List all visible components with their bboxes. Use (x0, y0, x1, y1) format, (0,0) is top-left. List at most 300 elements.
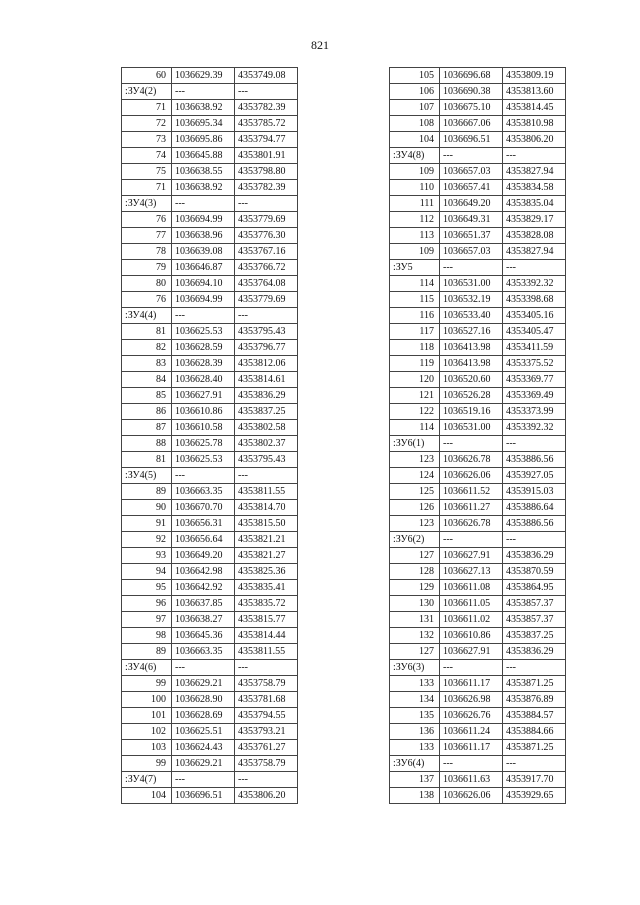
page-number: 821 (311, 38, 329, 52)
x-coordinate-cell: 1036629.39 (172, 68, 235, 84)
point-number-cell: 71 (122, 180, 172, 196)
point-number-cell: 124 (390, 468, 440, 484)
point-number-cell: 72 (122, 116, 172, 132)
point-number-cell: 135 (390, 708, 440, 724)
x-coordinate-cell: 1036413.98 (440, 340, 503, 356)
y-coordinate-cell: 4353871.25 (503, 676, 566, 692)
x-coordinate-cell: --- (172, 660, 235, 676)
x-coordinate-cell: --- (172, 84, 235, 100)
point-number-cell: 125 (390, 484, 440, 500)
x-coordinate-cell: 1036667.06 (440, 116, 503, 132)
y-coordinate-cell: 4353814.45 (503, 100, 566, 116)
point-number-cell: 109 (390, 164, 440, 180)
point-number-cell: 137 (390, 772, 440, 788)
y-coordinate-cell: --- (503, 756, 566, 772)
parcel-header-row (122, 660, 298, 676)
x-coordinate-cell: 1036695.34 (172, 116, 235, 132)
table-row (122, 692, 298, 708)
point-number-cell: 83 (122, 356, 172, 372)
y-coordinate-cell: 4353836.29 (503, 644, 566, 660)
table-row (122, 100, 298, 116)
point-number-cell: 71 (122, 100, 172, 116)
table-row (122, 148, 298, 164)
point-number-cell: 112 (390, 212, 440, 228)
y-coordinate-cell: 4353871.25 (503, 740, 566, 756)
table-row (390, 500, 566, 516)
table-row (122, 548, 298, 564)
table-row (122, 212, 298, 228)
point-number-cell: 78 (122, 244, 172, 260)
table-row (122, 244, 298, 260)
y-coordinate-cell: 4353829.17 (503, 212, 566, 228)
x-coordinate-cell: 1036533.40 (440, 308, 503, 324)
x-coordinate-cell: 1036611.17 (440, 740, 503, 756)
coordinates-table-left (121, 67, 298, 804)
point-number-cell: 99 (122, 676, 172, 692)
table-row (122, 292, 298, 308)
y-coordinate-cell: 4353836.29 (235, 388, 298, 404)
x-coordinate-cell: 1036696.51 (440, 132, 503, 148)
y-coordinate-cell: 4353837.25 (235, 404, 298, 420)
point-number-cell: 74 (122, 148, 172, 164)
x-coordinate-cell: 1036629.21 (172, 676, 235, 692)
x-coordinate-cell: 1036695.86 (172, 132, 235, 148)
point-number-cell: 119 (390, 356, 440, 372)
y-coordinate-cell: --- (235, 772, 298, 788)
y-coordinate-cell: 4353761.27 (235, 740, 298, 756)
table-row (390, 484, 566, 500)
y-coordinate-cell: --- (503, 260, 566, 276)
y-coordinate-cell: 4353870.59 (503, 564, 566, 580)
point-number-cell: 94 (122, 564, 172, 580)
table-row (122, 356, 298, 372)
point-number-cell: 98 (122, 628, 172, 644)
point-number-cell: 104 (390, 132, 440, 148)
point-number-cell: 101 (122, 708, 172, 724)
point-number-cell: 115 (390, 292, 440, 308)
x-coordinate-cell: 1036657.03 (440, 244, 503, 260)
y-coordinate-cell: 4353782.39 (235, 180, 298, 196)
x-coordinate-cell: 1036611.63 (440, 772, 503, 788)
parcel-header-row (122, 468, 298, 484)
y-coordinate-cell: 4353766.72 (235, 260, 298, 276)
point-number-cell: :ЗУ6(4) (390, 756, 440, 772)
parcel-header-row (390, 260, 566, 276)
point-number-cell: 81 (122, 324, 172, 340)
y-coordinate-cell: 4353802.58 (235, 420, 298, 436)
y-coordinate-cell: 4353794.77 (235, 132, 298, 148)
point-number-cell: :ЗУ6(3) (390, 660, 440, 676)
x-coordinate-cell: 1036611.02 (440, 612, 503, 628)
parcel-header-row (122, 84, 298, 100)
x-coordinate-cell: 1036520.60 (440, 372, 503, 388)
point-number-cell: :ЗУ6(1) (390, 436, 440, 452)
y-coordinate-cell: 4353857.37 (503, 612, 566, 628)
y-coordinate-cell: --- (235, 660, 298, 676)
point-number-cell: :ЗУ5 (390, 260, 440, 276)
x-coordinate-cell: 1036663.35 (172, 644, 235, 660)
point-number-cell: 105 (390, 68, 440, 84)
table-row (122, 228, 298, 244)
y-coordinate-cell: 4353915.03 (503, 484, 566, 500)
table-row (390, 692, 566, 708)
table-row (390, 724, 566, 740)
y-coordinate-cell: 4353758.79 (235, 676, 298, 692)
y-coordinate-cell: 4353814.61 (235, 372, 298, 388)
x-coordinate-cell: 1036531.00 (440, 276, 503, 292)
x-coordinate-cell: 1036656.64 (172, 532, 235, 548)
point-number-cell: 109 (390, 244, 440, 260)
point-number-cell: 97 (122, 612, 172, 628)
point-number-cell: 123 (390, 452, 440, 468)
point-number-cell: 80 (122, 276, 172, 292)
y-coordinate-cell: 4353884.57 (503, 708, 566, 724)
table-row (122, 612, 298, 628)
y-coordinate-cell: 4353785.72 (235, 116, 298, 132)
y-coordinate-cell: 4353801.91 (235, 148, 298, 164)
table-row (122, 676, 298, 692)
y-coordinate-cell: 4353884.66 (503, 724, 566, 740)
x-coordinate-cell: 1036626.06 (440, 788, 503, 804)
x-coordinate-cell: 1036627.13 (440, 564, 503, 580)
table-row (390, 68, 566, 84)
x-coordinate-cell: 1036690.38 (440, 84, 503, 100)
point-number-cell: 132 (390, 628, 440, 644)
x-coordinate-cell: 1036610.86 (440, 628, 503, 644)
x-coordinate-cell: 1036526.28 (440, 388, 503, 404)
y-coordinate-cell: 4353812.06 (235, 356, 298, 372)
parcel-header-row (390, 148, 566, 164)
x-coordinate-cell: 1036642.92 (172, 580, 235, 596)
table-row (122, 164, 298, 180)
y-coordinate-cell: 4353835.72 (235, 596, 298, 612)
x-coordinate-cell: 1036663.35 (172, 484, 235, 500)
point-number-cell: 123 (390, 516, 440, 532)
point-number-cell: 91 (122, 516, 172, 532)
table-row (390, 164, 566, 180)
x-coordinate-cell: 1036628.69 (172, 708, 235, 724)
point-number-cell: :ЗУ4(5) (122, 468, 172, 484)
x-coordinate-cell: --- (440, 660, 503, 676)
parcel-header-row (122, 196, 298, 212)
table-row (122, 724, 298, 740)
x-coordinate-cell: 1036657.41 (440, 180, 503, 196)
y-coordinate-cell: --- (503, 660, 566, 676)
point-number-cell: 99 (122, 756, 172, 772)
table-row (390, 708, 566, 724)
y-coordinate-cell: --- (503, 148, 566, 164)
y-coordinate-cell: 4353767.16 (235, 244, 298, 260)
point-number-cell: 93 (122, 548, 172, 564)
x-coordinate-cell: 1036651.37 (440, 228, 503, 244)
y-coordinate-cell: 4353828.08 (503, 228, 566, 244)
y-coordinate-cell: 4353758.79 (235, 756, 298, 772)
point-number-cell: 118 (390, 340, 440, 356)
table-row (122, 420, 298, 436)
x-coordinate-cell: 1036694.10 (172, 276, 235, 292)
point-number-cell: 87 (122, 420, 172, 436)
table-row (122, 372, 298, 388)
x-coordinate-cell: 1036413.98 (440, 356, 503, 372)
point-number-cell: 136 (390, 724, 440, 740)
x-coordinate-cell: 1036694.99 (172, 292, 235, 308)
y-coordinate-cell: 4353795.43 (235, 452, 298, 468)
x-coordinate-cell: 1036625.53 (172, 452, 235, 468)
parcel-header-row (390, 660, 566, 676)
x-coordinate-cell: 1036637.85 (172, 596, 235, 612)
y-coordinate-cell: --- (503, 532, 566, 548)
table-row (390, 84, 566, 100)
y-coordinate-cell: 4353398.68 (503, 292, 566, 308)
y-coordinate-cell: 4353834.58 (503, 180, 566, 196)
x-coordinate-cell: 1036694.99 (172, 212, 235, 228)
x-coordinate-cell: 1036638.92 (172, 100, 235, 116)
table-row (122, 404, 298, 420)
y-coordinate-cell: 4353369.77 (503, 372, 566, 388)
y-coordinate-cell: 4353835.04 (503, 196, 566, 212)
y-coordinate-cell: 4353809.19 (503, 68, 566, 84)
table-row (122, 500, 298, 516)
x-coordinate-cell: 1036532.19 (440, 292, 503, 308)
point-number-cell: :ЗУ6(2) (390, 532, 440, 548)
point-number-cell: 129 (390, 580, 440, 596)
parcel-header-row (122, 308, 298, 324)
x-coordinate-cell: 1036638.27 (172, 612, 235, 628)
x-coordinate-cell: --- (172, 772, 235, 788)
point-number-cell: 88 (122, 436, 172, 452)
y-coordinate-cell: 4353405.16 (503, 308, 566, 324)
y-coordinate-cell: --- (235, 308, 298, 324)
y-coordinate-cell: 4353811.55 (235, 644, 298, 660)
point-number-cell: 116 (390, 308, 440, 324)
x-coordinate-cell: 1036611.08 (440, 580, 503, 596)
table-row (390, 308, 566, 324)
x-coordinate-cell: 1036628.59 (172, 340, 235, 356)
y-coordinate-cell: 4353827.94 (503, 244, 566, 260)
table-row (390, 548, 566, 564)
point-number-cell: :ЗУ4(7) (122, 772, 172, 788)
table-row (390, 132, 566, 148)
y-coordinate-cell: 4353806.20 (235, 788, 298, 804)
x-coordinate-cell: 1036519.16 (440, 404, 503, 420)
point-number-cell: 90 (122, 500, 172, 516)
y-coordinate-cell: 4353795.43 (235, 324, 298, 340)
point-number-cell: 113 (390, 228, 440, 244)
y-coordinate-cell: 4353369.49 (503, 388, 566, 404)
y-coordinate-cell: 4353927.05 (503, 468, 566, 484)
point-number-cell: 133 (390, 676, 440, 692)
table-row (122, 740, 298, 756)
point-number-cell: 96 (122, 596, 172, 612)
y-coordinate-cell: 4353815.50 (235, 516, 298, 532)
point-number-cell: 107 (390, 100, 440, 116)
x-coordinate-cell: 1036638.96 (172, 228, 235, 244)
point-number-cell: 111 (390, 196, 440, 212)
point-number-cell: 133 (390, 740, 440, 756)
point-number-cell: :ЗУ4(4) (122, 308, 172, 324)
point-number-cell: 84 (122, 372, 172, 388)
x-coordinate-cell: 1036626.98 (440, 692, 503, 708)
table-row (390, 452, 566, 468)
table-row (122, 180, 298, 196)
table-row (122, 580, 298, 596)
point-number-cell: 100 (122, 692, 172, 708)
y-coordinate-cell: 4353782.39 (235, 100, 298, 116)
x-coordinate-cell: 1036645.36 (172, 628, 235, 644)
point-number-cell: 85 (122, 388, 172, 404)
point-number-cell: 120 (390, 372, 440, 388)
table-row (122, 644, 298, 660)
y-coordinate-cell: 4353796.77 (235, 340, 298, 356)
x-coordinate-cell: --- (440, 436, 503, 452)
y-coordinate-cell: 4353781.68 (235, 692, 298, 708)
point-number-cell: 128 (390, 564, 440, 580)
point-number-cell: 76 (122, 212, 172, 228)
y-coordinate-cell: 4353886.56 (503, 516, 566, 532)
y-coordinate-cell: 4353835.41 (235, 580, 298, 596)
table-row (122, 564, 298, 580)
table-row (122, 532, 298, 548)
point-number-cell: 89 (122, 644, 172, 660)
y-coordinate-cell: 4353814.44 (235, 628, 298, 644)
table-row (390, 116, 566, 132)
table-row (122, 708, 298, 724)
table-row (390, 644, 566, 660)
table-row (122, 516, 298, 532)
x-coordinate-cell: 1036628.39 (172, 356, 235, 372)
table-row (122, 132, 298, 148)
table-row (122, 436, 298, 452)
x-coordinate-cell: 1036625.51 (172, 724, 235, 740)
y-coordinate-cell: 4353794.55 (235, 708, 298, 724)
table-row (390, 212, 566, 228)
y-coordinate-cell: 4353827.94 (503, 164, 566, 180)
x-coordinate-cell: 1036610.86 (172, 404, 235, 420)
x-coordinate-cell: 1036642.98 (172, 564, 235, 580)
y-coordinate-cell: 4353917.70 (503, 772, 566, 788)
table-row (390, 676, 566, 692)
y-coordinate-cell: 4353392.32 (503, 276, 566, 292)
point-number-cell: 77 (122, 228, 172, 244)
x-coordinate-cell: --- (172, 196, 235, 212)
y-coordinate-cell: 4353373.99 (503, 404, 566, 420)
x-coordinate-cell: 1036656.31 (172, 516, 235, 532)
table-row (122, 324, 298, 340)
x-coordinate-cell: 1036628.90 (172, 692, 235, 708)
point-number-cell: 126 (390, 500, 440, 516)
point-number-cell: 75 (122, 164, 172, 180)
y-coordinate-cell: 4353749.08 (235, 68, 298, 84)
point-number-cell: 114 (390, 420, 440, 436)
y-coordinate-cell: 4353764.08 (235, 276, 298, 292)
table-row (390, 516, 566, 532)
point-number-cell: :ЗУ4(6) (122, 660, 172, 676)
table-row (122, 484, 298, 500)
table-row (390, 100, 566, 116)
table-row (390, 404, 566, 420)
point-number-cell: 92 (122, 532, 172, 548)
y-coordinate-cell: 4353837.25 (503, 628, 566, 644)
table-row (390, 468, 566, 484)
y-coordinate-cell: 4353811.55 (235, 484, 298, 500)
x-coordinate-cell: 1036639.08 (172, 244, 235, 260)
point-number-cell: 73 (122, 132, 172, 148)
point-number-cell: 121 (390, 388, 440, 404)
x-coordinate-cell: 1036611.17 (440, 676, 503, 692)
y-coordinate-cell: 4353836.29 (503, 548, 566, 564)
x-coordinate-cell: 1036625.53 (172, 324, 235, 340)
y-coordinate-cell: 4353802.37 (235, 436, 298, 452)
point-number-cell: 117 (390, 324, 440, 340)
x-coordinate-cell: 1036670.70 (172, 500, 235, 516)
table-row (390, 244, 566, 260)
y-coordinate-cell: --- (503, 436, 566, 452)
y-coordinate-cell: 4353813.60 (503, 84, 566, 100)
x-coordinate-cell: 1036531.00 (440, 420, 503, 436)
x-coordinate-cell: --- (172, 468, 235, 484)
x-coordinate-cell: --- (440, 260, 503, 276)
x-coordinate-cell: 1036657.03 (440, 164, 503, 180)
coordinates-table-right (389, 67, 566, 804)
table-row (122, 260, 298, 276)
point-number-cell: 79 (122, 260, 172, 276)
point-number-cell: 102 (122, 724, 172, 740)
y-coordinate-cell: 4353821.27 (235, 548, 298, 564)
table-row (390, 324, 566, 340)
y-coordinate-cell: 4353815.77 (235, 612, 298, 628)
y-coordinate-cell: 4353779.69 (235, 212, 298, 228)
x-coordinate-cell: 1036649.20 (172, 548, 235, 564)
y-coordinate-cell: 4353411.59 (503, 340, 566, 356)
point-number-cell: 131 (390, 612, 440, 628)
point-number-cell: 81 (122, 452, 172, 468)
point-number-cell: 89 (122, 484, 172, 500)
table-row (122, 68, 298, 84)
x-coordinate-cell: 1036610.58 (172, 420, 235, 436)
x-coordinate-cell: 1036627.91 (440, 548, 503, 564)
y-coordinate-cell: 4353375.52 (503, 356, 566, 372)
x-coordinate-cell: 1036696.51 (172, 788, 235, 804)
point-number-cell: 130 (390, 596, 440, 612)
table-row (122, 340, 298, 356)
x-coordinate-cell: 1036629.21 (172, 756, 235, 772)
x-coordinate-cell: --- (440, 148, 503, 164)
table-row (390, 580, 566, 596)
x-coordinate-cell: 1036624.43 (172, 740, 235, 756)
x-coordinate-cell: --- (172, 308, 235, 324)
point-number-cell: 114 (390, 276, 440, 292)
table-row (122, 628, 298, 644)
x-coordinate-cell: 1036627.91 (172, 388, 235, 404)
y-coordinate-cell: 4353929.65 (503, 788, 566, 804)
table-row (390, 292, 566, 308)
table-row (390, 180, 566, 196)
point-number-cell: 108 (390, 116, 440, 132)
x-coordinate-cell: 1036527.16 (440, 324, 503, 340)
table-row (390, 340, 566, 356)
table-row (122, 756, 298, 772)
point-number-cell: 122 (390, 404, 440, 420)
x-coordinate-cell: 1036645.88 (172, 148, 235, 164)
x-coordinate-cell: 1036626.78 (440, 516, 503, 532)
x-coordinate-cell: 1036646.87 (172, 260, 235, 276)
table-row (122, 116, 298, 132)
y-coordinate-cell: 4353857.37 (503, 596, 566, 612)
y-coordinate-cell: 4353798.80 (235, 164, 298, 180)
y-coordinate-cell: 4353821.21 (235, 532, 298, 548)
parcel-header-row (122, 772, 298, 788)
x-coordinate-cell: 1036626.78 (440, 452, 503, 468)
